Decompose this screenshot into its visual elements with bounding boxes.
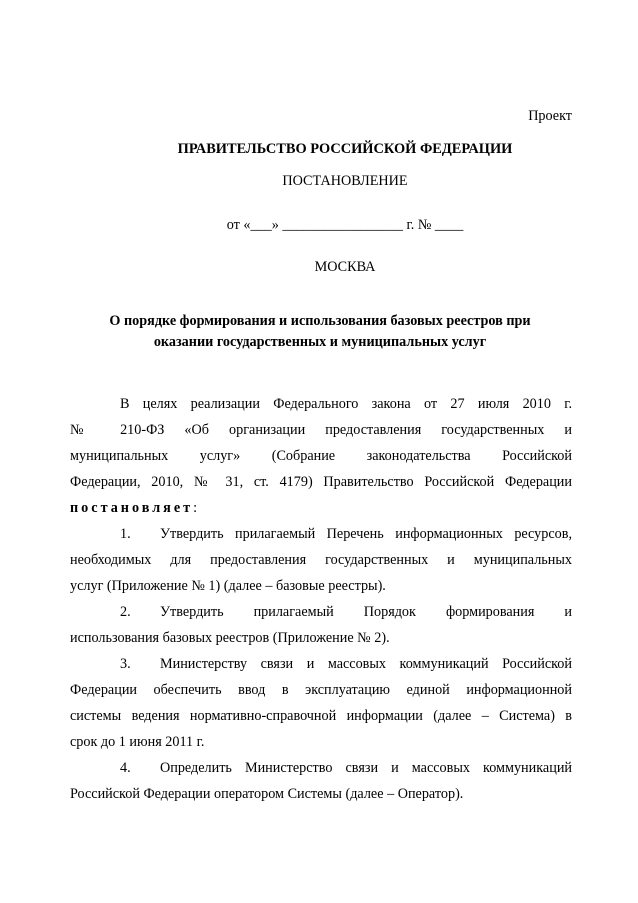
preamble-line-2: № 210-ФЗ «Об организации предоставления государственных и [70, 422, 572, 438]
item-2-line-2: использования базовых реестров (Приложение № 2). [70, 630, 390, 646]
item-1-number: 1. [120, 526, 131, 542]
item-3-number: 3. [120, 656, 131, 672]
decrees-colon: : [193, 500, 198, 516]
item-1-line-1: Утвердить прилагаемый Перечень информационных ресурсов, [160, 526, 572, 542]
government-name: ПРАВИТЕЛЬСТВО РОССИЙСКОЙ ФЕДЕРАЦИИ [177, 141, 513, 157]
decrees-word: постановляет [70, 500, 194, 516]
preamble-line-1: В целях реализации Федерального закона от 27 июля 2010 г. [120, 396, 572, 412]
item-1-line-3: услуг (Приложение № 1) (далее – базовые реестры). [70, 578, 386, 594]
date-line: от «___» _________________ г. № ____ [226, 217, 464, 233]
item-4-number: 4. [120, 760, 131, 776]
item-4-line-1: Определить Министерство связи и массовых коммуникаций [160, 760, 572, 776]
document-type: ПОСТАНОВЛЕНИЕ [282, 173, 408, 189]
item-3-line-4: срок до 1 июня 2011 г. [70, 734, 205, 750]
document-title-line-1: О порядке формирования и использования базовых реестров при [109, 313, 531, 329]
item-2-line-1: Утвердить прилагаемый Порядок формирования и [160, 604, 572, 620]
item-3-line-2: Федерации обеспечить ввод в эксплуатацию единой информационной [70, 682, 572, 698]
preamble-line-3: муниципальных услуг» (Собрание законодательства Российской [70, 448, 572, 464]
city-name: МОСКВА [314, 259, 376, 275]
draft-label: Проект [528, 108, 572, 124]
item-3-line-1: Министерству связи и массовых коммуникаций Российской [160, 656, 572, 672]
item-3-line-3: системы ведения нормативно-справочной информации (далее – Система) в [70, 708, 572, 724]
item-4-line-2: Российской Федерации оператором Системы (далее – Оператор). [70, 786, 464, 802]
item-2-number: 2. [120, 604, 131, 620]
preamble-line-4: Федерации, 2010, № 31, ст. 4179) Правительство Российской Федерации [70, 474, 572, 490]
document-title-line-2: оказании государственных и муниципальных услуг [153, 334, 487, 350]
decrees-line [70, 500, 197, 517]
item-1-line-2: необходимых для предоставления государственных и муниципальных [70, 552, 572, 568]
